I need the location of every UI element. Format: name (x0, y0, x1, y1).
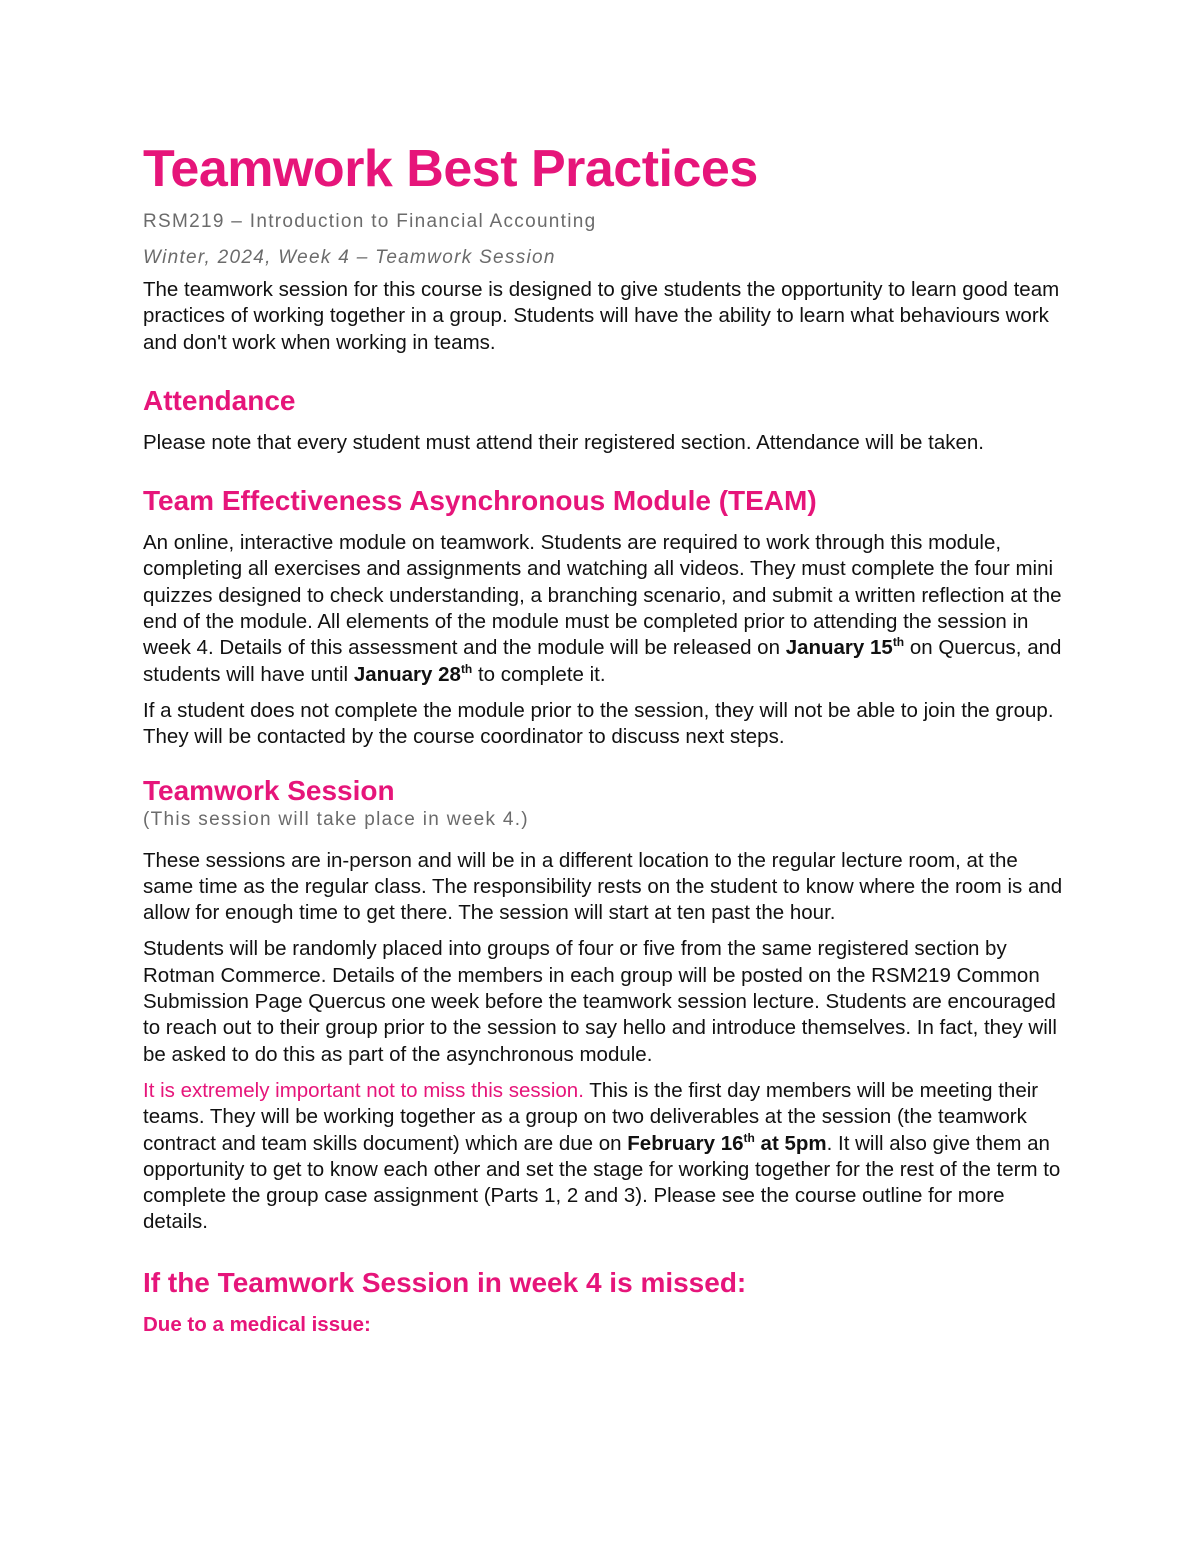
due-date-suffix: th (460, 661, 473, 676)
deliverable-due-suffix: th (743, 1130, 755, 1145)
medical-issue-subheading: Due to a medical issue: (143, 1312, 371, 1336)
session-importance-paragraph (143, 1078, 1073, 1236)
release-date: January 15 (785, 636, 893, 660)
team-module-text-end: to complete it. (472, 662, 606, 686)
team-module-heading: Team Effectiveness Asynchronous Module (TEAM) (143, 485, 817, 517)
group-placement-paragraph: Students will be randomly placed into groups of four or five from the same registered section by Rotman Commerce. Details of the members in each group will be posted on the RSM219 Common Submission Page Quercus one week before the teamwork session lecture. Students are encouraged to reach out to their group prior to the session to say hello and introduce themselves. In fact, they will be asked to do this as part of the asynchronous module. (143, 937, 1057, 1066)
document-title: Teamwork Best Practices (143, 140, 758, 198)
due-date: January 28 (353, 662, 461, 686)
attendance-heading: Attendance (143, 384, 296, 416)
missed-session-heading: If the Teamwork Session in week 4 is missed: (143, 1266, 747, 1298)
module-incomplete-paragraph: If a student does not complete the module prior to the session, they will not be able to join the group. They will be contacted by the course coordinator to discuss next steps. (143, 698, 1054, 749)
session-timing-note: (This session will take place in week 4.) (143, 808, 529, 830)
intro-paragraph: The teamwork session for this course is designed to give students the opportunity to learn good team practices of working together in a group. Students will have the ability to learn what behaviours work and don't work when working in teams. (143, 278, 1060, 354)
course-name: RSM219 – Introduction to Financial Accounting (143, 211, 597, 232)
session-location-paragraph: These sessions are in-person and will be in a different location to the regular lecture room, at the same time as the regular class. The responsibility rests on the student to know where the room is and allow for enough time to get there. The session will start at ten past the hour. (143, 848, 1063, 925)
deliverable-due-time: at 5pm (754, 1131, 827, 1155)
importance-text: This is the first day members will be meeting their teams. They will be working together as a group on two deliverables at the session (the teamwork contract and team skills document) which are due on (143, 1078, 1039, 1155)
importance-warning: It is extremely important not to miss this session. (143, 1078, 584, 1102)
team-module-text-mid: on Quercus, and students will have until (143, 636, 1062, 686)
team-module-text: An online, interactive module on teamwork. Students are required to work through this module, completing all exercises and assignments and watching all videos. They must complete the four mini quizzes designed to check understanding, a branching scenario, and submit a written reflection at the end of the module. All elements of the module must be completed prior to attending the session in week 4. Details of this assessment and the module will be released on (143, 531, 1062, 660)
term-info: Winter, 2024, Week 4 – Teamwork Session (143, 247, 556, 268)
importance-text-end: . It will also give them an opportunity to get to know each other and set the stage for working together for the rest of the term to complete the group case assignment (Parts 1, 2 and 3). Please see the course outline for more details. (143, 1131, 1061, 1234)
attendance-paragraph: Please note that every student must attend their registered section. Attendance will be taken. (143, 430, 985, 454)
team-module-paragraph (143, 530, 1073, 688)
teamwork-session-heading: Teamwork Session (143, 774, 395, 806)
release-date-suffix: th (892, 635, 905, 650)
deliverable-due-date: February 16 (627, 1131, 744, 1155)
document-content (143, 138, 1073, 1338)
